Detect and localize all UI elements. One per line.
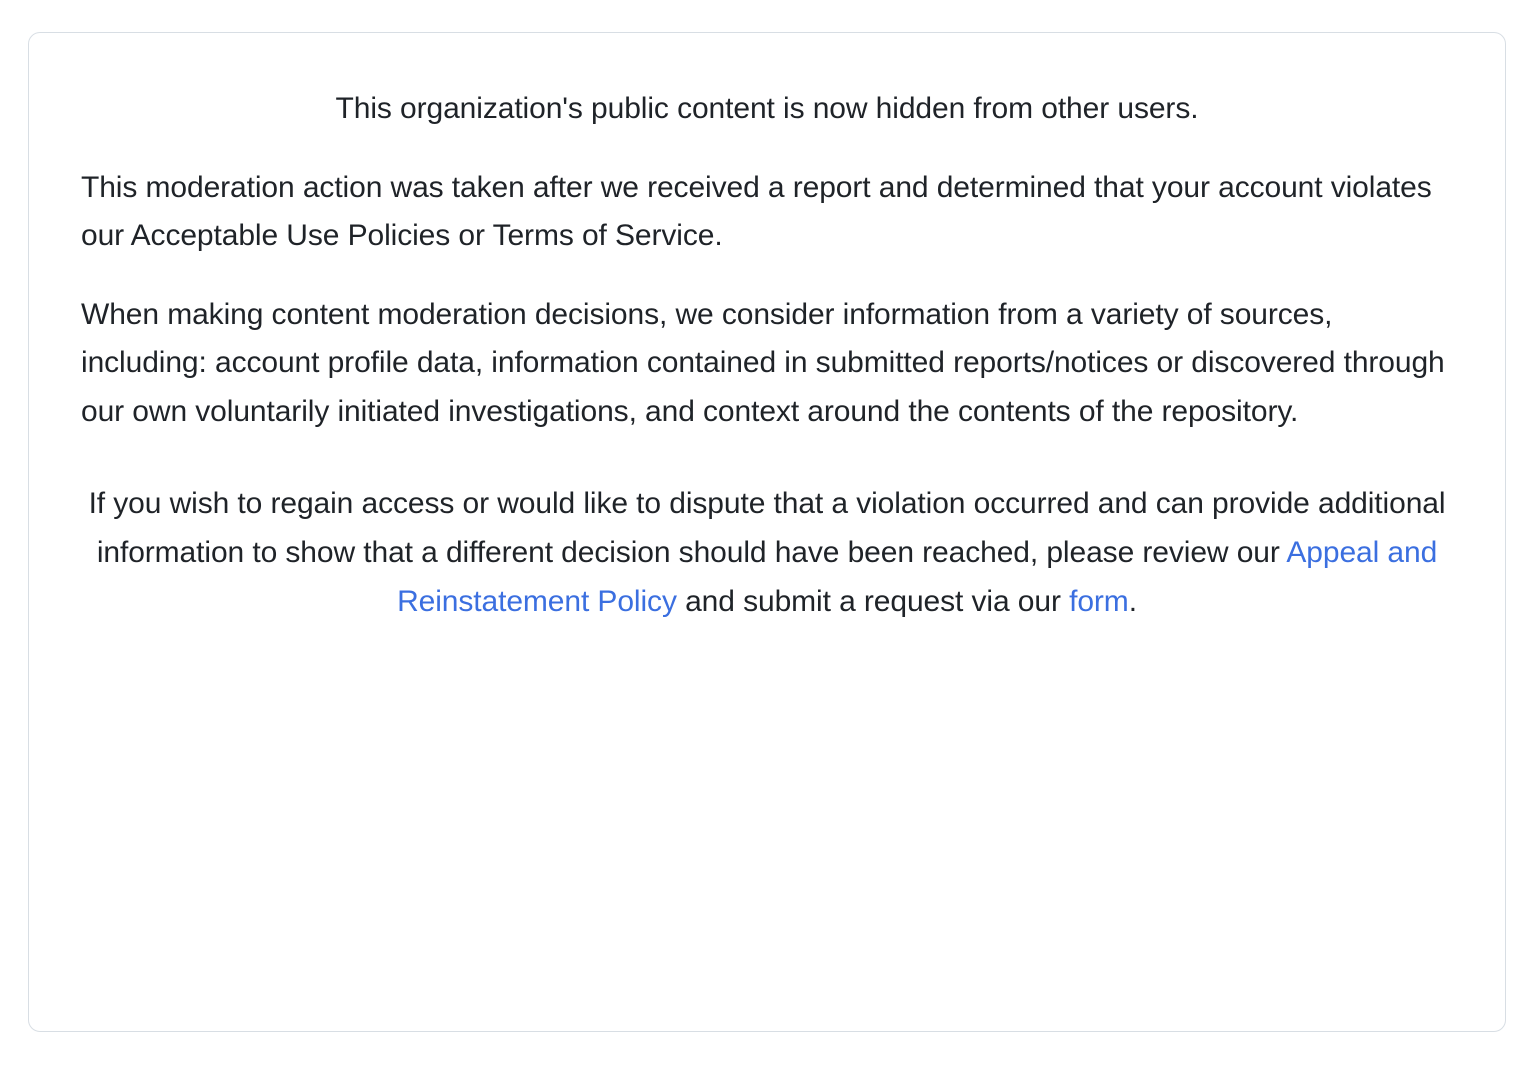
appeal-text-before-link: If you wish to regain access or would like to dispute that a violation occurred and can provide additional information to show that a different decision should have been reached, please review our bbox=[88, 487, 1446, 570]
appeal-text-after-link: . bbox=[1128, 584, 1137, 618]
appeal-text-between-links: and submit a request via our bbox=[676, 584, 1070, 618]
appeal-form-link[interactable]: form bbox=[1069, 584, 1129, 618]
notice-paragraph-appeal bbox=[81, 480, 1453, 626]
appeal-and-reinstatement-policy-link[interactable]: Appeal and Reinstatement Policy bbox=[397, 536, 1438, 618]
notice-heading: This organization's public content is now hidden from other users. bbox=[335, 92, 1199, 125]
notice-paragraph-moderation-action: This moderation action was taken after we received a report and determined that your account violates our Acceptable Use Policies or Terms of Service. bbox=[81, 170, 1432, 253]
moderation-notice-card bbox=[28, 32, 1506, 1032]
notice-paragraph-decision-sources: When making content moderation decisions, we consider information from a variety of sources, including: account profile data, information contained in submitted reports/notices or discovered through our own voluntarily initiated investigations, and context around the contents of the repository. bbox=[81, 297, 1445, 428]
